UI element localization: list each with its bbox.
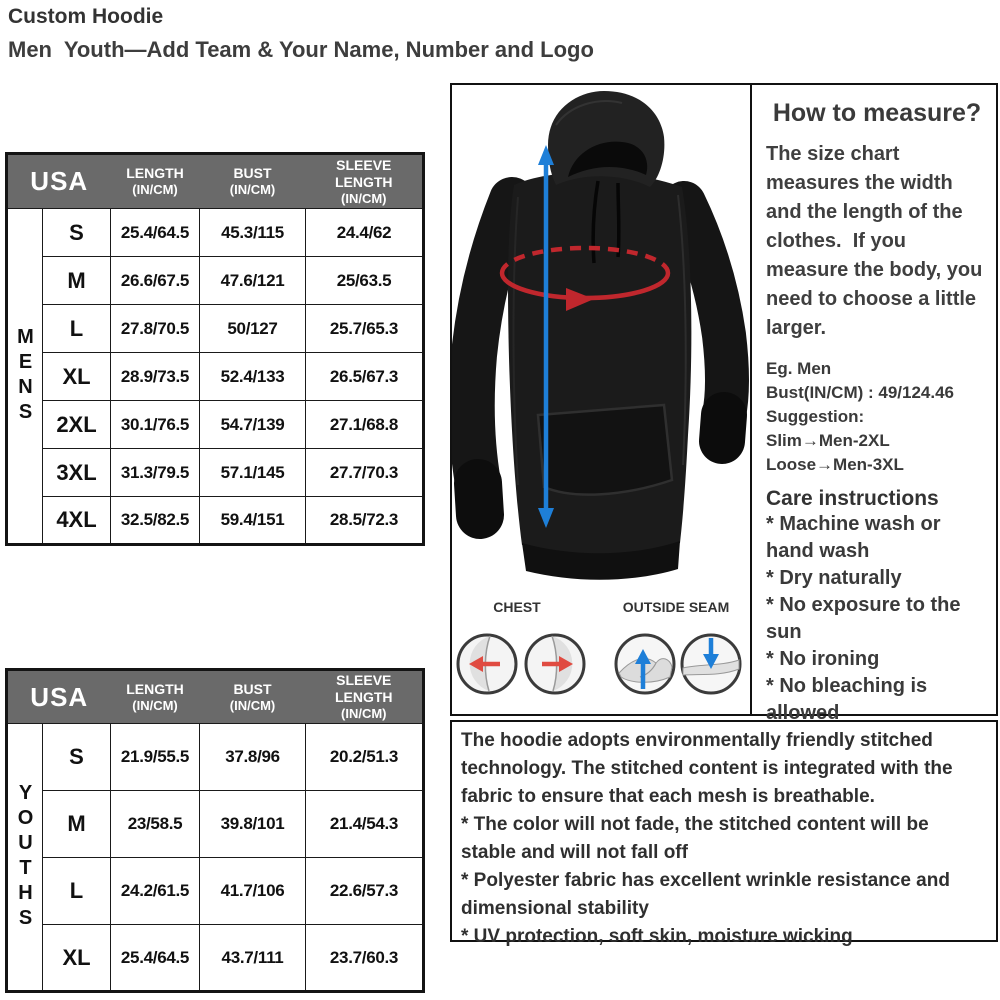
sleeve-cell: 23.7/60.3: [306, 925, 424, 992]
table-row: [7, 791, 424, 858]
length-cell: 28.9/73.5: [111, 353, 200, 401]
table-row: [7, 401, 424, 449]
size-cell: M: [43, 257, 111, 305]
bust-cell: 39.8/101: [200, 791, 306, 858]
page-title: Custom Hoodie: [8, 5, 164, 28]
length-cell: 26.6/67.5: [111, 257, 200, 305]
sizing-example: [766, 357, 988, 477]
length-cell: 25.4/64.5: [111, 925, 200, 992]
bust-cell: 47.6/121: [200, 257, 306, 305]
region-header: USA: [7, 154, 111, 209]
example-line: Loose→Men-3XL: [766, 455, 904, 474]
measure-panel: [450, 83, 998, 724]
sleeve-header: SLEEVE LENGTH (IN/CM): [306, 670, 424, 724]
sleeve-cell: 25.7/65.3: [306, 305, 424, 353]
sleeve-cell: 27.7/70.3: [306, 449, 424, 497]
sleeve-cell: 24.4/62: [306, 209, 424, 257]
care-item: * Dry naturally: [766, 567, 902, 589]
hoodie-image: [452, 85, 752, 605]
length-cell: 27.8/70.5: [111, 305, 200, 353]
mens-size-chart-table: [5, 152, 425, 546]
sleeve-cell: 25/63.5: [306, 257, 424, 305]
bust-header: BUST (IN/CM): [200, 154, 306, 209]
bust-cell: 50/127: [200, 305, 306, 353]
table-row: [7, 925, 424, 992]
bust-cell: 54.7/139: [200, 401, 306, 449]
size-cell: L: [43, 305, 111, 353]
sleeve-cell: 22.6/57.3: [306, 858, 424, 925]
page-subtitle: Men Youth—Add Team & Your Name, Number and Logo: [8, 37, 594, 62]
sleeve-cell: 26.5/67.3: [306, 353, 424, 401]
length-cell: 25.4/64.5: [111, 209, 200, 257]
table-row: [7, 858, 424, 925]
size-cell: XL: [43, 353, 111, 401]
seam-arrow-up-icon: [612, 631, 678, 697]
mens-side-label: MENS: [7, 209, 43, 545]
care-item: * No ironing: [766, 648, 880, 670]
length-cell: 24.2/61.5: [111, 858, 200, 925]
how-to-measure-section: [752, 85, 996, 724]
description-line: * Polyester fabric has excellent wrinkle resistance and dimensional stability: [461, 870, 950, 919]
how-to-measure-heading: How to measure?: [772, 99, 982, 127]
bust-header: BUST (IN/CM): [200, 670, 306, 724]
length-cell: 21.9/55.5: [111, 724, 200, 791]
chest-label: CHEST: [493, 599, 541, 615]
size-cell: S: [43, 209, 111, 257]
size-cell: 2XL: [43, 401, 111, 449]
table-row: [7, 449, 424, 497]
care-item: * No exposure to the sun: [766, 594, 961, 643]
youths-size-chart-table: [5, 668, 425, 993]
table-header-row: [7, 670, 424, 724]
size-cell: L: [43, 858, 111, 925]
size-cell: 3XL: [43, 449, 111, 497]
description-line: * The color will not fade, the stitched content will be stable and will not fall off: [461, 814, 929, 863]
size-cell: S: [43, 724, 111, 791]
outside-seam-label: OUTSIDE SEAM: [622, 599, 730, 615]
region-header: USA: [7, 670, 111, 724]
sleeve-cell: 21.4/54.3: [306, 791, 424, 858]
bust-cell: 52.4/133: [200, 353, 306, 401]
length-cell: 32.5/82.5: [111, 497, 200, 545]
sleeve-cell: 27.1/68.8: [306, 401, 424, 449]
length-cell: 31.3/79.5: [111, 449, 200, 497]
table-row: [7, 497, 424, 545]
length-cell: 30.1/76.5: [111, 401, 200, 449]
size-cell: XL: [43, 925, 111, 992]
size-cell: 4XL: [43, 497, 111, 545]
description-line: The hoodie adopts environmentally friendly stitched technology. The stitched content is integrated with the fabric to ensure that each mesh is breathable.: [461, 730, 953, 807]
care-instructions-heading: Care instructions: [766, 487, 939, 510]
length-header: LENGTH (IN/CM): [111, 154, 200, 209]
table-row: [7, 257, 424, 305]
fabric-arrow-left-icon: [454, 631, 520, 697]
table-header-row: [7, 154, 424, 209]
table-row: [7, 353, 424, 401]
example-line: Suggestion:: [766, 407, 865, 426]
bust-cell: 37.8/96: [200, 724, 306, 791]
sleeve-cell: 28.5/72.3: [306, 497, 424, 545]
care-item: * No bleaching is allowed: [766, 675, 928, 724]
length-cell: 23/58.5: [111, 791, 200, 858]
bust-cell: 43.7/111: [200, 925, 306, 992]
bust-cell: 59.4/151: [200, 497, 306, 545]
sleeve-cell: 20.2/51.3: [306, 724, 424, 791]
care-item: * Machine wash or hand wash: [766, 513, 941, 562]
example-line: Bust(IN/CM) : 49/124.46: [766, 383, 954, 402]
fabric-arrow-right-icon: [522, 631, 588, 697]
example-line: Eg. Men: [766, 359, 832, 378]
youths-side-label: YOUTHS: [7, 724, 43, 992]
how-to-measure-body: The size chart measures the width and the length of the clothes. If you measure the body, you need to choose a little larger.: [766, 143, 988, 339]
seam-arrow-down-icon: [678, 631, 744, 697]
sleeve-header: SLEEVE LENGTH (IN/CM): [306, 154, 424, 209]
table-row: [7, 305, 424, 353]
example-line: Slim→Men-2XL: [766, 431, 890, 450]
care-instructions-list: [766, 511, 988, 727]
size-cell: M: [43, 791, 111, 858]
table-row: [7, 724, 424, 791]
length-header: LENGTH (IN/CM): [111, 670, 200, 724]
description-line: * UV protection, soft skin, moisture wicking: [461, 926, 853, 947]
bust-cell: 41.7/106: [200, 858, 306, 925]
bust-cell: 45.3/115: [200, 209, 306, 257]
product-description-panel: [450, 720, 998, 947]
bust-cell: 57.1/145: [200, 449, 306, 497]
hoodie-diagram: [452, 85, 752, 714]
table-row: [7, 209, 424, 257]
